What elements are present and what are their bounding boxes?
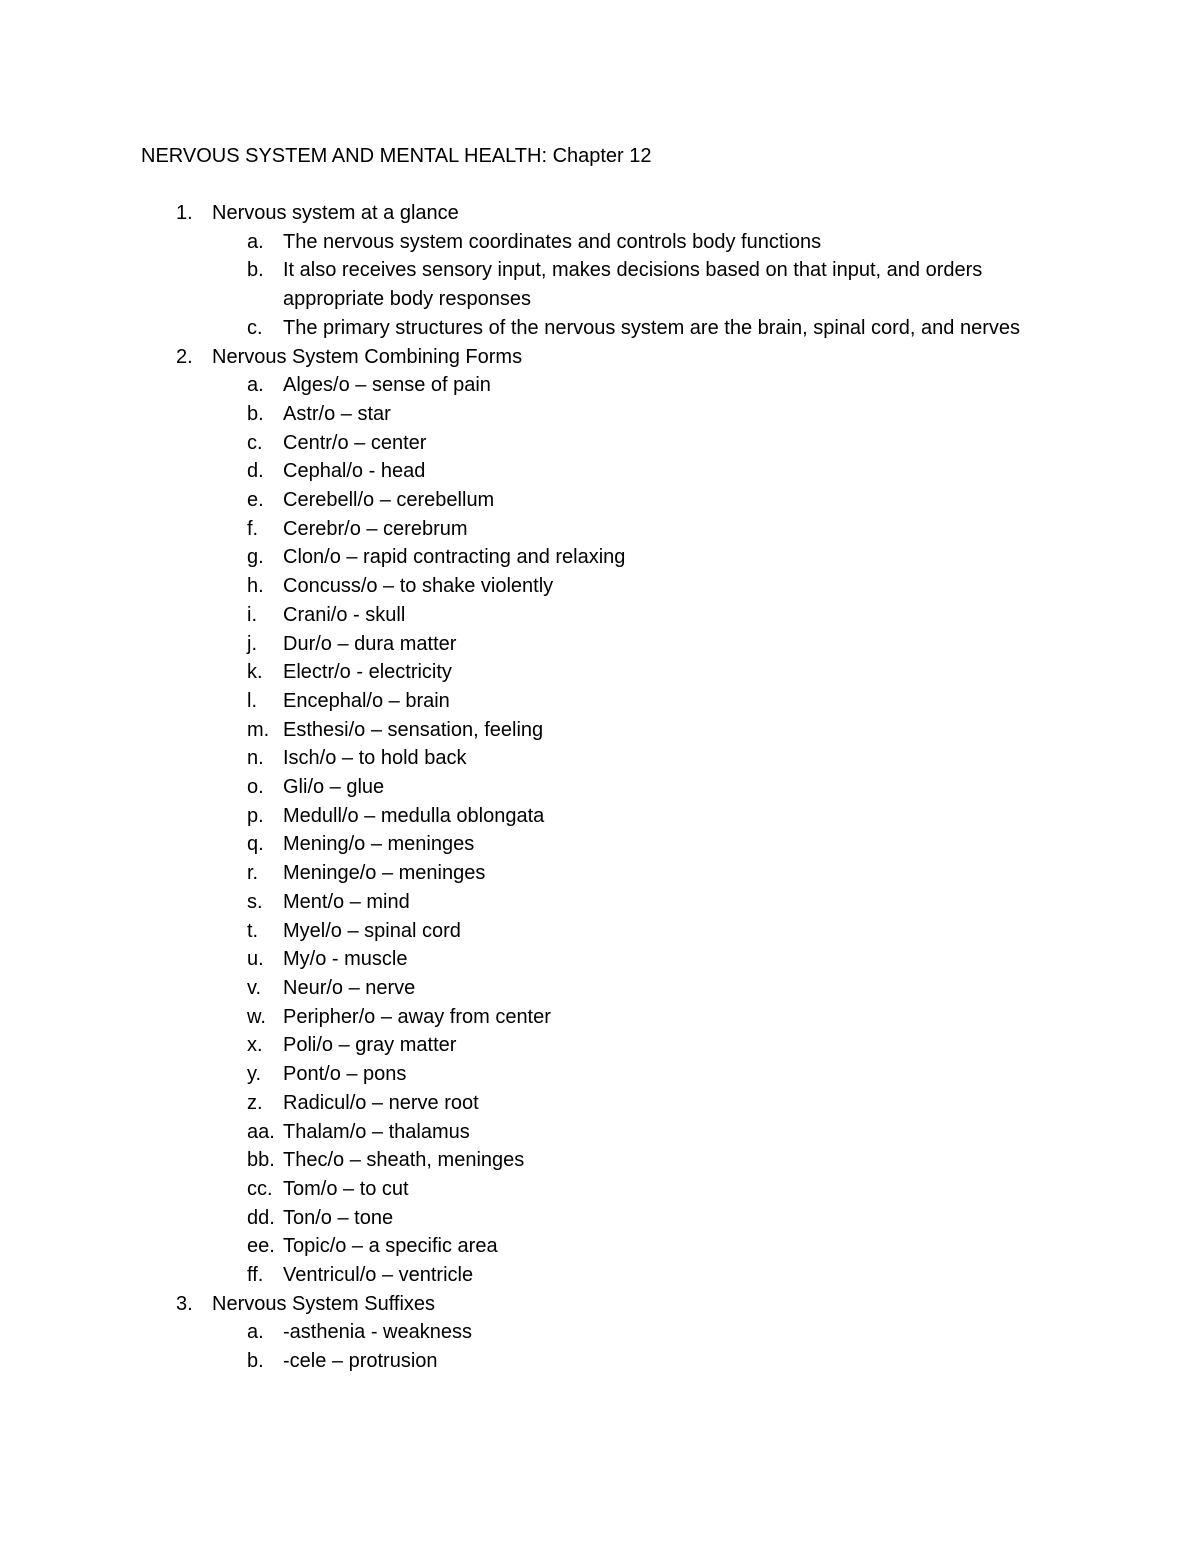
list-item xyxy=(0,457,1200,486)
outline-section xyxy=(0,1290,1200,1376)
list-item xyxy=(0,1003,1200,1032)
list-item-text: Topic/o – a specific area xyxy=(283,1235,498,1258)
list-item-letter: a. xyxy=(247,374,264,397)
list-item xyxy=(0,773,1200,802)
list-item-letter: l. xyxy=(247,689,257,712)
list-item xyxy=(0,716,1200,745)
list-item-text: It also receives sensory input, makes decisions based on that input, and orders appropriate body responses xyxy=(283,259,983,311)
list-item-text: Mening/o – meninges xyxy=(283,833,475,856)
list-item-text: Ment/o – mind xyxy=(283,890,410,913)
list-item xyxy=(0,572,1200,601)
list-item-text: Radicul/o – nerve root xyxy=(283,1091,479,1114)
list-item-text: Poli/o – gray matter xyxy=(283,1034,457,1057)
list-item-letter: bb. xyxy=(247,1149,275,1172)
section-number: 3. xyxy=(176,1292,193,1315)
list-item-text: -cele – protrusion xyxy=(283,1350,438,1373)
outline-list xyxy=(0,199,1200,1376)
list-item-letter: v. xyxy=(247,976,262,999)
list-item-letter: a. xyxy=(247,1321,264,1344)
list-item-letter: w. xyxy=(247,1005,266,1028)
list-item xyxy=(0,974,1200,1003)
list-item-letter: r. xyxy=(247,862,259,885)
list-item xyxy=(0,256,1200,313)
list-item xyxy=(0,1060,1200,1089)
list-item-letter: q. xyxy=(247,833,264,856)
list-item-text: Cerebr/o – cerebrum xyxy=(283,517,468,540)
list-item-letter: dd. xyxy=(247,1206,275,1229)
list-item-letter: d. xyxy=(247,460,264,483)
section-heading xyxy=(0,199,1200,228)
list-item-letter: g. xyxy=(247,546,264,569)
list-item-text: Concuss/o – to shake violently xyxy=(283,575,554,598)
list-item-text: Ventricul/o – ventricle xyxy=(283,1264,474,1287)
list-item-text: Electr/o - electricity xyxy=(283,661,452,684)
list-item-text: Thalam/o – thalamus xyxy=(283,1120,470,1143)
list-item-text: The primary structures of the nervous system are the brain, spinal cord, and nerves xyxy=(283,316,1021,339)
section-heading xyxy=(0,343,1200,372)
list-item-text: Tom/o – to cut xyxy=(283,1177,409,1200)
list-item-text: Encephal/o – brain xyxy=(283,689,450,712)
list-item xyxy=(0,1175,1200,1204)
list-item-letter: f. xyxy=(247,517,259,540)
list-item-text: Cephal/o - head xyxy=(283,460,426,483)
list-item-letter: c. xyxy=(247,431,263,454)
list-item xyxy=(0,945,1200,974)
list-item-text: Myel/o – spinal cord xyxy=(283,919,461,942)
section-number: 2. xyxy=(176,345,193,368)
list-item xyxy=(0,371,1200,400)
list-item-letter: j. xyxy=(247,632,257,655)
list-item xyxy=(0,1261,1200,1290)
list-item xyxy=(0,1146,1200,1175)
list-item-text: Crani/o - skull xyxy=(283,603,406,626)
list-item-letter: b. xyxy=(247,402,264,425)
list-item-text: Gli/o – glue xyxy=(283,776,385,799)
list-item xyxy=(0,744,1200,773)
list-item xyxy=(0,859,1200,888)
list-item-letter: m. xyxy=(247,718,270,741)
section-heading-text: Nervous system at a glance xyxy=(212,202,459,224)
list-item xyxy=(0,1318,1200,1347)
list-item-letter: y. xyxy=(247,1063,262,1086)
outline-section xyxy=(0,199,1200,343)
list-item-text: Dur/o – dura matter xyxy=(283,632,457,655)
list-item-text: Ton/o – tone xyxy=(283,1206,394,1229)
list-item-letter: cc. xyxy=(247,1177,273,1200)
list-item-text: Neur/o – nerve xyxy=(283,976,416,999)
list-item-text: Pont/o – pons xyxy=(283,1063,407,1086)
list-item-letter: a. xyxy=(247,230,264,253)
list-item xyxy=(0,400,1200,429)
list-item xyxy=(0,630,1200,659)
list-item xyxy=(0,1089,1200,1118)
outline-section xyxy=(0,343,1200,1290)
list-item-text: Cerebell/o – cerebellum xyxy=(283,489,495,512)
list-item-text: Peripher/o – away from center xyxy=(283,1005,551,1028)
list-item xyxy=(0,1347,1200,1376)
list-item xyxy=(0,830,1200,859)
list-item-letter: u. xyxy=(247,948,264,971)
list-item-letter: h. xyxy=(247,575,264,598)
list-item xyxy=(0,486,1200,515)
list-item-letter: ee. xyxy=(247,1235,275,1258)
section-heading xyxy=(0,1290,1200,1319)
list-item-text: Clon/o – rapid contracting and relaxing xyxy=(283,546,626,569)
section-number: 1. xyxy=(176,202,193,224)
section-heading-text: Nervous System Combining Forms xyxy=(212,345,523,368)
list-item xyxy=(0,429,1200,458)
list-item xyxy=(0,228,1200,257)
list-item-text: Meninge/o – meninges xyxy=(283,862,486,885)
list-item xyxy=(0,658,1200,687)
list-item-text: Esthesi/o – sensation, feeling xyxy=(283,718,544,741)
section-heading-text: Nervous System Suffixes xyxy=(212,1292,436,1315)
list-item xyxy=(0,1031,1200,1060)
list-item-letter: k. xyxy=(247,661,263,684)
list-item xyxy=(0,802,1200,831)
list-item-letter: z. xyxy=(247,1091,263,1114)
list-item-text: Isch/o – to hold back xyxy=(283,747,467,770)
list-item-letter: c. xyxy=(247,316,263,339)
list-item-letter: b. xyxy=(247,259,264,282)
list-item xyxy=(0,917,1200,946)
list-item xyxy=(0,1204,1200,1233)
list-item-letter: e. xyxy=(247,489,264,512)
list-item-text: Alges/o – sense of pain xyxy=(283,374,491,397)
list-item-text: My/o - muscle xyxy=(283,948,408,971)
list-item xyxy=(0,1232,1200,1261)
list-item-text: Medull/o – medulla oblongata xyxy=(283,804,545,827)
list-item-letter: ff. xyxy=(247,1264,264,1287)
list-item xyxy=(0,515,1200,544)
list-item-text: Astr/o – star xyxy=(283,402,391,425)
list-item xyxy=(0,314,1200,343)
list-item-letter: p. xyxy=(247,804,264,827)
list-item-letter: i. xyxy=(247,603,257,626)
list-item xyxy=(0,1118,1200,1147)
list-item xyxy=(0,601,1200,630)
list-item xyxy=(0,687,1200,716)
list-item-letter: aa. xyxy=(247,1120,275,1143)
list-item-letter: o. xyxy=(247,776,264,799)
list-item-letter: s. xyxy=(247,890,263,913)
list-item-text: Centr/o – center xyxy=(283,431,427,454)
list-item-text: The nervous system coordinates and controls body functions xyxy=(283,230,822,253)
page-title: NERVOUS SYSTEM AND MENTAL HEALTH: Chapter 12 xyxy=(141,145,652,167)
list-item-letter: b. xyxy=(247,1350,264,1373)
list-item-text: -asthenia - weakness xyxy=(283,1321,472,1344)
list-item-letter: t. xyxy=(247,919,259,942)
list-item-text: Thec/o – sheath, meninges xyxy=(283,1149,525,1172)
list-item-letter: n. xyxy=(247,747,264,770)
list-item xyxy=(0,888,1200,917)
list-item xyxy=(0,543,1200,572)
list-item-letter: x. xyxy=(247,1034,263,1057)
